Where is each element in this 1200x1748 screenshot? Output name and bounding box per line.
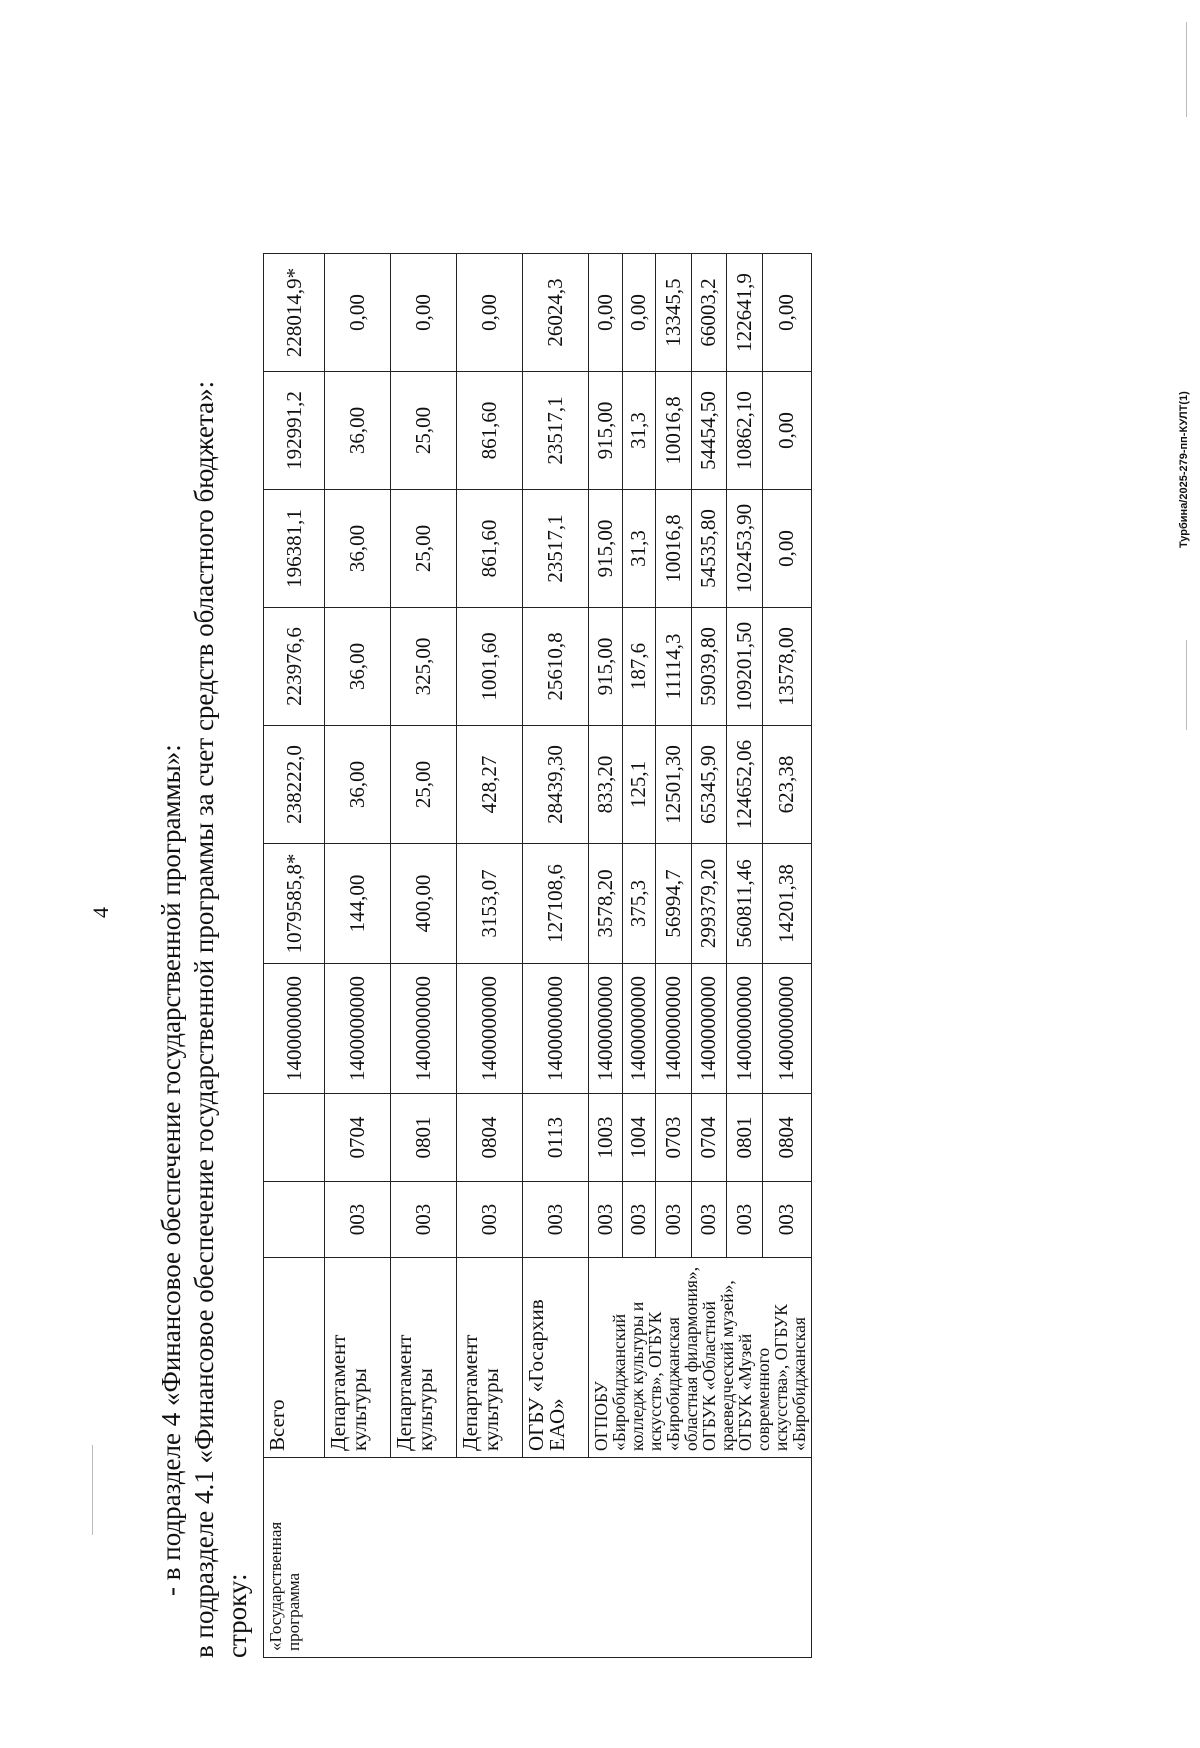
- scan-line-bottom: [92, 1445, 93, 1535]
- amount-cell: 0,00: [762, 254, 811, 372]
- target-article-cell: 1400000000: [656, 964, 692, 1094]
- executor-cell: Департамент культуры: [325, 1258, 391, 1458]
- amount-cell: 560811,46: [726, 844, 762, 964]
- grbs-code-cell: 003: [726, 1182, 762, 1258]
- amount-cell: 125,1: [622, 726, 656, 844]
- amount-cell: 187,6: [622, 608, 656, 726]
- amount-cell: 10862,10: [726, 372, 762, 490]
- amount-cell: 56994,7: [656, 844, 692, 964]
- amount-cell: 192991,2: [264, 372, 325, 490]
- grbs-code-cell: 003: [457, 1182, 523, 1258]
- section-code-cell: 0801: [726, 1094, 762, 1182]
- table-row: [391, 254, 457, 1658]
- amount-cell: 915,00: [589, 490, 623, 608]
- target-article-cell: 1400000000: [325, 964, 391, 1094]
- amount-cell: 102453,90: [726, 490, 762, 608]
- amount-cell: 1079585,8*: [264, 844, 325, 964]
- page-number: 4: [88, 907, 113, 918]
- amount-cell: 13578,00: [762, 608, 811, 726]
- amount-cell: 3578,20: [589, 844, 623, 964]
- target-article-cell: 1400000000: [457, 964, 523, 1094]
- executor-cell: ОГПОБУ «Биробиджанский колледж культуры и искусств», ОГБУК «Биробиджанская областная филармония», ОГБУК «Областной краеведческий музей», ОГБУК «Музей современного искусства», ОГБУК «Биробиджанская: [589, 1258, 812, 1458]
- table-row: [523, 254, 589, 1658]
- amount-cell: 0,00: [391, 254, 457, 372]
- amount-cell: 428,27: [457, 726, 523, 844]
- program-name-cell: «Государственная программа: [264, 1458, 812, 1658]
- amount-cell: 127108,6: [523, 844, 589, 964]
- section-code-cell: 1004: [622, 1094, 656, 1182]
- executor-cell: ОГБУ «Госархив ЕАО»: [523, 1258, 589, 1458]
- grbs-code-cell: 003: [523, 1182, 589, 1258]
- section-code-cell: 0704: [325, 1094, 391, 1182]
- target-article-cell: 1400000000: [523, 964, 589, 1094]
- table-row: [264, 254, 325, 1658]
- section-code-cell: 1003: [589, 1094, 623, 1182]
- table-row: [457, 254, 523, 1658]
- amount-cell: 54454,50: [692, 372, 727, 490]
- amount-cell: 23517,1: [523, 372, 589, 490]
- amount-cell: 0,00: [762, 372, 811, 490]
- amount-cell: 23517,1: [523, 490, 589, 608]
- amount-cell: 59039,80: [692, 608, 727, 726]
- amount-cell: 400,00: [391, 844, 457, 964]
- target-article-cell: 1400000000: [391, 964, 457, 1094]
- section-code-cell: 0113: [523, 1094, 589, 1182]
- target-article-cell: 1400000000: [622, 964, 656, 1094]
- target-article-cell: 1400000000: [589, 964, 623, 1094]
- section-code-cell: 0704: [692, 1094, 727, 1182]
- amount-cell: 109201,50: [726, 608, 762, 726]
- target-article-cell: 1400000000: [726, 964, 762, 1094]
- table-row: [589, 254, 623, 1658]
- grbs-code-cell: 003: [391, 1182, 457, 1258]
- intro-line-1: - в подразделе 4 «Финансовое обеспечение государственной программы»:: [156, 744, 186, 1596]
- amount-cell: 11114,3: [656, 608, 692, 726]
- amount-cell: 0,00: [325, 254, 391, 372]
- section-code-cell: 0801: [391, 1094, 457, 1182]
- scan-line-top: [1186, 22, 1187, 117]
- amount-cell: 124652,06: [726, 726, 762, 844]
- amount-cell: 10016,8: [656, 372, 692, 490]
- amount-cell: 3153,07: [457, 844, 523, 964]
- table-row: [325, 254, 391, 1658]
- grbs-code-cell: 003: [656, 1182, 692, 1258]
- amount-cell: 144,00: [325, 844, 391, 964]
- amount-cell: 31,3: [622, 490, 656, 608]
- amount-cell: 0,00: [457, 254, 523, 372]
- footer-code: Турбина/2025-279-пп-КУЛТ(1): [1178, 391, 1190, 548]
- amount-cell: 375,3: [622, 844, 656, 964]
- amount-cell: 238222,0: [264, 726, 325, 844]
- section-code-cell: [264, 1094, 325, 1182]
- executor-cell: Департамент культуры: [457, 1258, 523, 1458]
- grbs-code-cell: 003: [762, 1182, 811, 1258]
- amount-cell: 122641,9: [726, 254, 762, 372]
- target-article-cell: 1400000000: [264, 964, 325, 1094]
- grbs-code-cell: [264, 1182, 325, 1258]
- amount-cell: 54535,80: [692, 490, 727, 608]
- amount-cell: 36,00: [325, 726, 391, 844]
- amount-cell: 325,00: [391, 608, 457, 726]
- amount-cell: 915,00: [589, 372, 623, 490]
- grbs-code-cell: 003: [589, 1182, 623, 1258]
- amount-cell: 0,00: [589, 254, 623, 372]
- amount-cell: 0,00: [762, 490, 811, 608]
- amount-cell: 833,20: [589, 726, 623, 844]
- amount-cell: 228014,9*: [264, 254, 325, 372]
- scan-line-middle: [1186, 640, 1187, 730]
- amount-cell: 66003,2: [692, 254, 727, 372]
- amount-cell: 10016,8: [656, 490, 692, 608]
- amount-cell: 196381,1: [264, 490, 325, 608]
- amount-cell: 28439,30: [523, 726, 589, 844]
- amount-cell: 13345,5: [656, 254, 692, 372]
- amount-cell: 25,00: [391, 490, 457, 608]
- intro-line-2: в подразделе 4.1 «Финансовое обеспечение государственной программы за счет средств областного бюджета»:: [189, 380, 219, 1658]
- amount-cell: 14201,38: [762, 844, 811, 964]
- executor-cell: Департамент культуры: [391, 1258, 457, 1458]
- amount-cell: 299379,20: [692, 844, 727, 964]
- budget-table: [263, 253, 812, 1658]
- amount-cell: 31,3: [622, 372, 656, 490]
- grbs-code-cell: 003: [325, 1182, 391, 1258]
- amount-cell: 25610,8: [523, 608, 589, 726]
- amount-cell: 65345,90: [692, 726, 727, 844]
- grbs-code-cell: 003: [622, 1182, 656, 1258]
- amount-cell: 915,00: [589, 608, 623, 726]
- amount-cell: 25,00: [391, 726, 457, 844]
- target-article-cell: 1400000000: [762, 964, 811, 1094]
- amount-cell: 861,60: [457, 490, 523, 608]
- executor-cell: Всего: [264, 1258, 325, 1458]
- target-article-cell: 1400000000: [692, 964, 727, 1094]
- intro-text: [155, 158, 254, 1658]
- amount-cell: 36,00: [325, 372, 391, 490]
- section-code-cell: 0703: [656, 1094, 692, 1182]
- amount-cell: 12501,30: [656, 726, 692, 844]
- amount-cell: 25,00: [391, 372, 457, 490]
- intro-line-3: строку:: [222, 1573, 252, 1658]
- grbs-code-cell: 003: [692, 1182, 727, 1258]
- amount-cell: 0,00: [622, 254, 656, 372]
- amount-cell: 1001,60: [457, 608, 523, 726]
- amount-cell: 36,00: [325, 490, 391, 608]
- section-code-cell: 0804: [457, 1094, 523, 1182]
- amount-cell: 36,00: [325, 608, 391, 726]
- section-code-cell: 0804: [762, 1094, 811, 1182]
- amount-cell: 26024,3: [523, 254, 589, 372]
- amount-cell: 223976,6: [264, 608, 325, 726]
- amount-cell: 623,38: [762, 726, 811, 844]
- amount-cell: 861,60: [457, 372, 523, 490]
